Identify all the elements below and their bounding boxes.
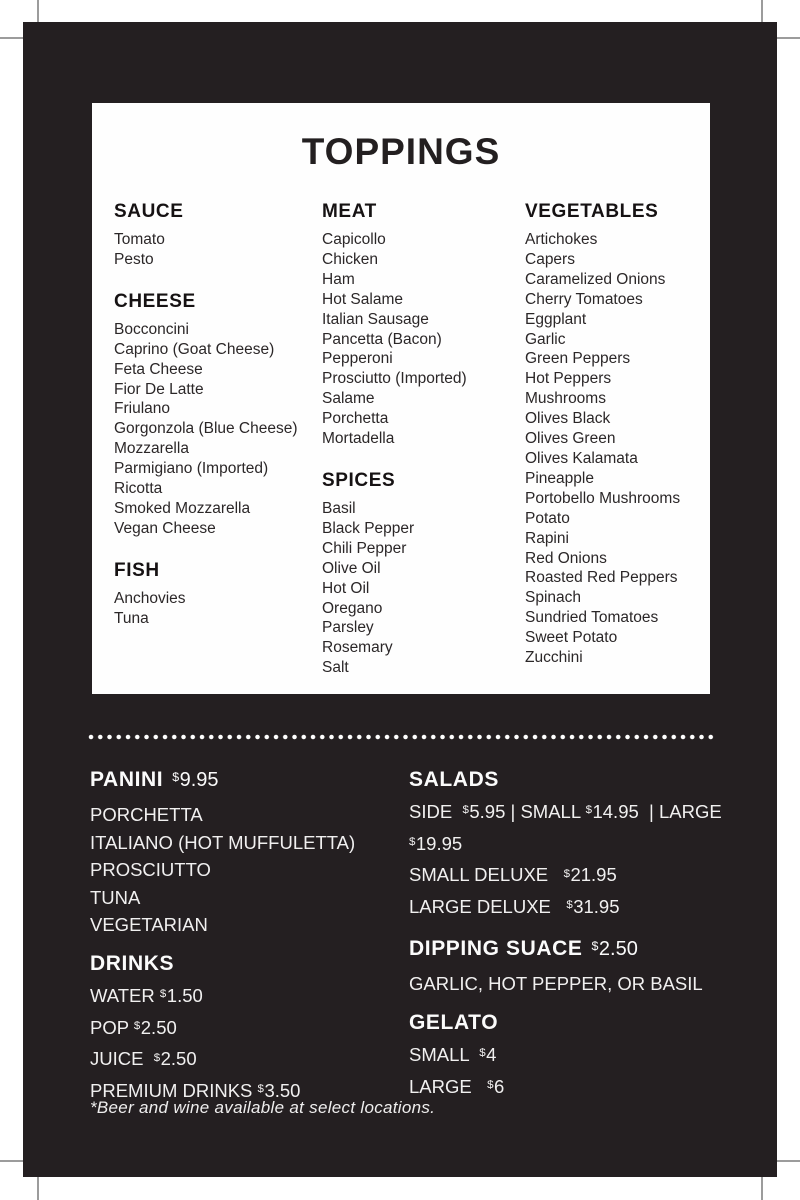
topping-item: Pineapple — [525, 469, 594, 487]
menu-text: SIDE — [409, 801, 463, 822]
menu-text: WATER — [90, 984, 160, 1006]
menu-line — [90, 801, 400, 829]
menu-heading — [409, 935, 739, 965]
crop-mark-bottom-left-vertical — [37, 1173, 39, 1200]
dollar-sign-icon: $ — [566, 899, 573, 912]
menu-text: | SMALL — [505, 801, 586, 822]
price-value: 21.95 — [570, 864, 617, 886]
topping-item: Mushrooms — [525, 390, 606, 408]
menu-section — [90, 766, 400, 939]
toppings-panel — [92, 103, 710, 694]
topping-item: Porchetta — [322, 410, 389, 428]
dollar-sign-icon: $ — [487, 1078, 494, 1091]
price — [586, 801, 639, 822]
menu-card — [23, 22, 777, 1177]
toppings-section — [525, 201, 725, 668]
topping-item: Ricotta — [114, 480, 163, 498]
topping-item: Garlic — [525, 330, 566, 348]
price — [409, 833, 462, 854]
topping-item: Rosemary — [322, 639, 393, 657]
topping-item: Tomato — [114, 231, 165, 248]
price-value: 19.95 — [415, 832, 463, 854]
section-heading: FISH — [114, 559, 160, 581]
price-value: 3.50 — [264, 1079, 301, 1101]
topping-item: Portobello Mushrooms — [525, 489, 681, 507]
menu-line — [90, 911, 400, 939]
section-heading: SPICES — [322, 469, 396, 491]
topping-item: Parmigiano (Imported) — [114, 460, 269, 478]
menu-column-right — [409, 766, 739, 1115]
toppings-section — [322, 201, 522, 449]
topping-item: Artichokes — [525, 231, 598, 248]
topping-item: Spinach — [525, 589, 582, 607]
section-heading: CHEESE — [114, 290, 196, 312]
menu-section — [409, 766, 739, 924]
menu-line — [90, 1045, 400, 1077]
menu-heading — [90, 766, 400, 796]
topping-item: Cherry Tomatoes — [525, 290, 643, 308]
topping-item: Olives Green — [525, 430, 616, 448]
price — [172, 769, 218, 791]
topping-item: Hot Peppers — [525, 370, 612, 388]
price — [592, 938, 638, 960]
topping-item: Salt — [322, 659, 349, 677]
price-value: 6 — [494, 1075, 505, 1097]
menu-line — [409, 1041, 739, 1073]
menu-text: PORCHETTA — [90, 804, 203, 825]
section-heading: MEAT — [322, 201, 377, 222]
toppings-title: TOPPINGS — [301, 131, 501, 172]
topping-item: Pepperoni — [322, 350, 393, 368]
footnote: *Beer and wine available at select locations. — [90, 1098, 436, 1117]
topping-item: Zucchini — [525, 649, 583, 667]
dollar-sign-icon: $ — [591, 939, 599, 954]
price-value: 4 — [486, 1043, 497, 1065]
dollar-sign-icon: $ — [409, 836, 416, 849]
crop-mark-bottom-right-vertical — [761, 1173, 763, 1200]
menu-text: JUICE — [90, 1048, 154, 1070]
topping-item: Ham — [322, 270, 355, 288]
topping-item: Hot Salame — [322, 290, 403, 308]
topping-item: Green Peppers — [525, 350, 631, 368]
price — [487, 1076, 504, 1097]
toppings-column-2 — [322, 201, 522, 699]
topping-item: Caramelized Onions — [525, 270, 666, 288]
menu-text: POP — [90, 1016, 134, 1038]
dollar-sign-icon: $ — [159, 988, 167, 1001]
menu-heading-label: GELATO — [409, 1010, 499, 1034]
topping-item: Smoked Mozzarella — [114, 499, 251, 517]
topping-item: Prosciutto (Imported) — [322, 370, 467, 388]
price — [134, 1017, 177, 1038]
menu-text: PREMIUM DRINKS — [90, 1079, 258, 1101]
menu-line — [409, 893, 739, 925]
dollar-sign-icon: $ — [153, 1051, 161, 1064]
menu-column-left — [90, 766, 400, 1119]
topping-item: Mozzarella — [114, 440, 189, 458]
topping-item: Basil — [322, 499, 356, 517]
menu-section — [409, 1009, 739, 1104]
topping-item: Italian Sausage — [322, 310, 429, 328]
topping-item: Pesto — [114, 250, 154, 268]
topping-item: Capicollo — [322, 231, 386, 248]
menu-text: SMALL — [409, 1043, 480, 1065]
price-value: 14.95 — [592, 801, 639, 822]
topping-item: Parsley — [322, 619, 374, 637]
topping-item: Anchovies — [114, 589, 186, 607]
menu-text: PROSCIUTTO — [90, 859, 211, 881]
topping-item: Rapini — [525, 529, 569, 547]
dotted-divider — [88, 734, 714, 740]
menu-text: ITALIANO (HOT MUFFULETTA) — [90, 831, 356, 853]
price-value: 9.95 — [179, 769, 219, 791]
menu-line — [409, 798, 739, 861]
toppings-section — [114, 201, 314, 270]
price-value: 31.95 — [573, 895, 620, 917]
section-heading: VEGETABLES — [525, 201, 659, 222]
toppings-column-3 — [525, 201, 725, 689]
menu-heading-label: DRINKS — [90, 951, 175, 975]
topping-item: Feta Cheese — [114, 360, 203, 378]
dollar-sign-icon: $ — [462, 804, 469, 817]
topping-item: Gorgonzola (Blue Cheese) — [114, 420, 298, 438]
menu-heading — [409, 766, 739, 793]
menu-line — [409, 970, 739, 998]
topping-item: Pancetta (Bacon) — [322, 330, 442, 348]
topping-item: Eggplant — [525, 310, 587, 328]
topping-item: Fior De Latte — [114, 380, 204, 398]
price — [462, 801, 505, 822]
toppings-section — [114, 560, 314, 629]
menu-heading-label: DIPPING SUACE — [409, 937, 583, 961]
topping-item: Hot Oil — [322, 579, 370, 597]
topping-item: Salame — [322, 390, 375, 408]
topping-item: Chicken — [322, 250, 378, 268]
menu-section — [409, 935, 739, 998]
section-heading: SAUCE — [114, 201, 184, 222]
menu-section — [90, 950, 400, 1108]
menu-line — [90, 856, 400, 884]
menu-text: TUNA — [90, 886, 141, 908]
topping-item: Friulano — [114, 400, 170, 418]
menu-line — [409, 1073, 739, 1105]
menu-text: VEGETARIAN — [90, 914, 208, 936]
price — [479, 1044, 496, 1065]
menu-heading — [409, 1009, 739, 1036]
topping-item: Sundried Tomatoes — [525, 609, 659, 627]
menu-line — [90, 829, 400, 857]
menu-line — [90, 982, 400, 1014]
topping-item: Red Onions — [525, 549, 607, 567]
dollar-sign-icon: $ — [172, 770, 180, 785]
toppings-section — [114, 291, 314, 539]
toppings-column-1 — [114, 201, 314, 650]
price — [566, 896, 619, 917]
topping-item: Sweet Potato — [525, 629, 618, 647]
dollar-sign-icon: $ — [257, 1083, 264, 1096]
menu-text: SMALL DELUXE — [409, 864, 564, 886]
price — [160, 985, 203, 1006]
menu-line — [90, 1014, 400, 1046]
menu-text: LARGE DELUXE — [409, 895, 567, 917]
price-value: 2.50 — [160, 1048, 197, 1070]
price — [154, 1048, 197, 1069]
price-value: 2.50 — [140, 1016, 177, 1038]
topping-item: Tuna — [114, 609, 149, 627]
topping-item: Potato — [525, 509, 570, 527]
menu-text: GARLIC, HOT PEPPER, OR BASIL — [409, 973, 703, 995]
topping-item: Roasted Red Peppers — [525, 569, 678, 587]
topping-item: Vegan Cheese — [114, 519, 216, 537]
dollar-sign-icon: $ — [133, 1019, 141, 1032]
topping-item: Mortadella — [322, 430, 395, 448]
toppings-section — [322, 470, 522, 678]
topping-item: Olives Black — [525, 410, 611, 428]
topping-item: Olive Oil — [322, 559, 381, 577]
menu-heading-label: SALADS — [409, 768, 499, 791]
menu-line — [409, 861, 739, 893]
price-value: 2.50 — [598, 938, 638, 961]
menu-heading-label: PANINI — [90, 768, 164, 791]
topping-item: Bocconcini — [114, 320, 189, 338]
menu-line — [90, 884, 400, 912]
price-value: 1.50 — [166, 984, 203, 1006]
menu-heading — [90, 950, 400, 977]
topping-item: Black Pepper — [322, 519, 415, 537]
price — [564, 864, 617, 885]
dollar-sign-icon: $ — [563, 867, 570, 880]
topping-item: Caprino (Goat Cheese) — [114, 340, 275, 358]
topping-item: Oregano — [322, 599, 383, 617]
topping-item: Capers — [525, 250, 575, 268]
dollar-sign-icon: $ — [479, 1047, 486, 1060]
menu-text: | LARGE — [638, 801, 733, 822]
toppings-columns — [92, 201, 710, 681]
topping-item: Chili Pepper — [322, 539, 407, 557]
price-value: 5.95 — [469, 801, 506, 822]
topping-item: Olives Kalamata — [525, 449, 638, 467]
dollar-sign-icon: $ — [585, 804, 592, 817]
menu-text: LARGE — [409, 1075, 488, 1097]
